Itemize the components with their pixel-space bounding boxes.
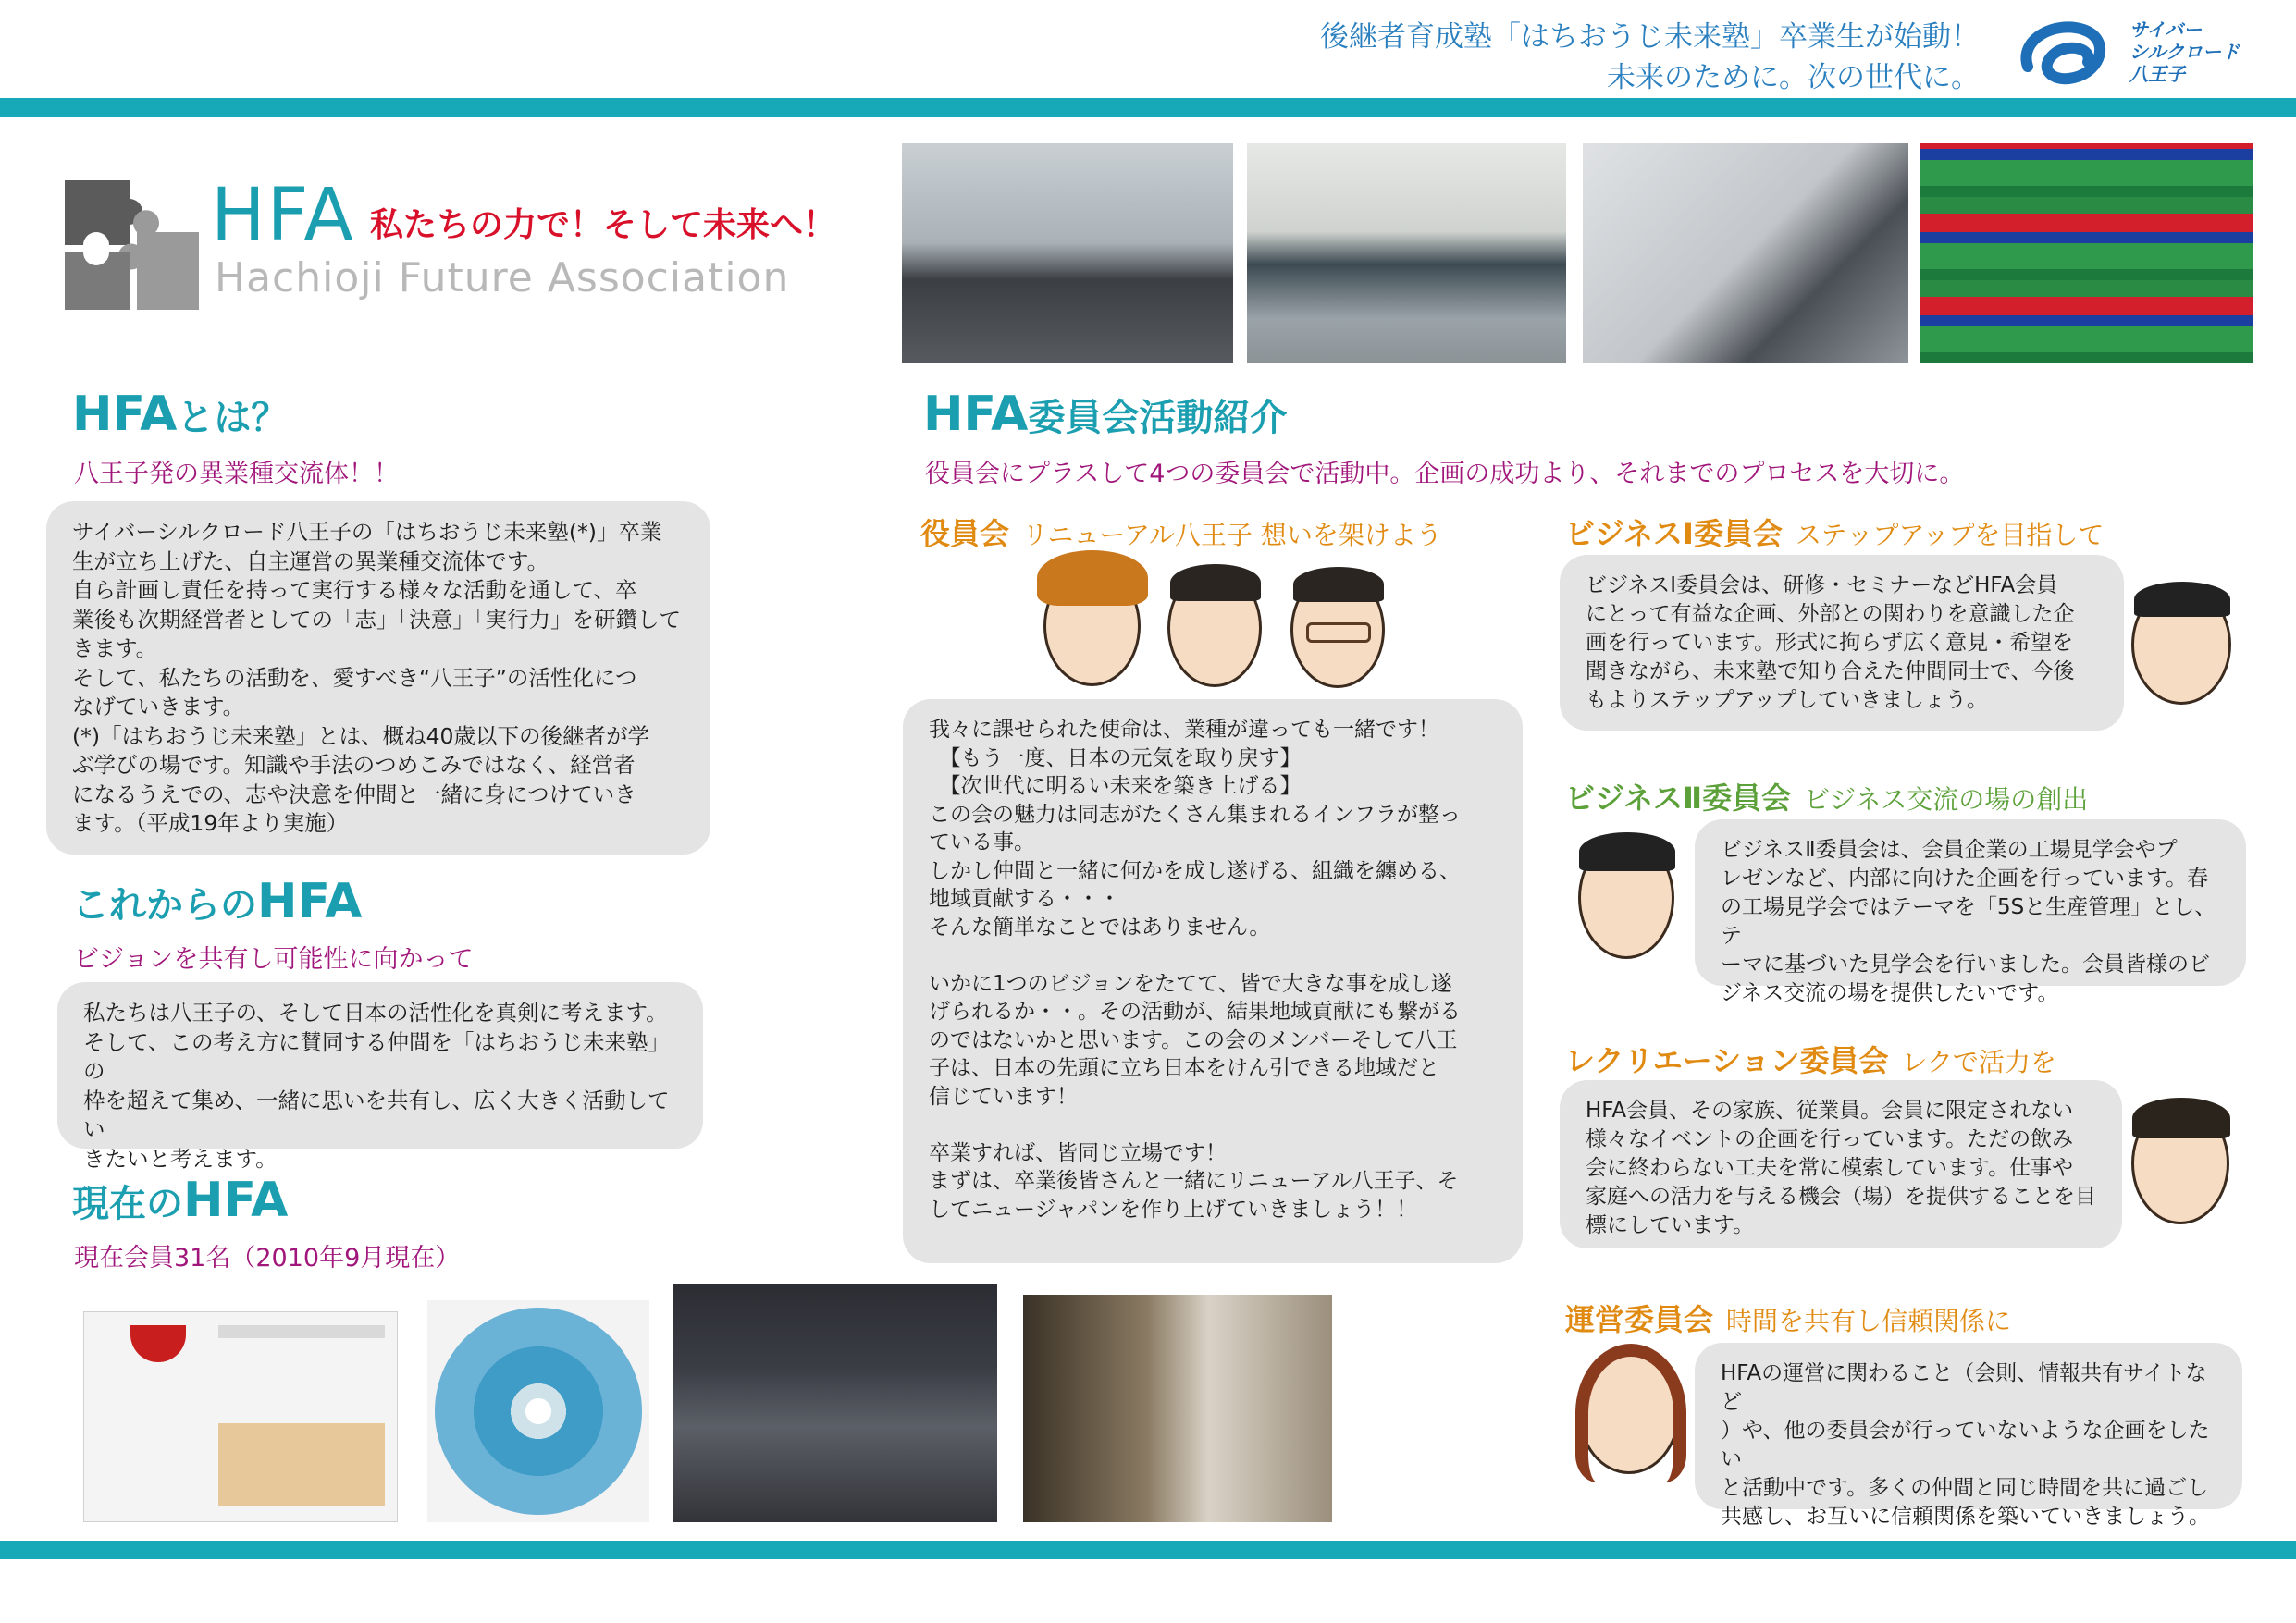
committees-heading-en: HFA — [923, 387, 1029, 442]
avatar-board-member-1 — [1043, 566, 1141, 686]
operations-bubble: HFAの運営に関わること（会則、情報共有サイトなど ）や、他の委員会が行っていないような企画をしたい と活動中です。多くの仲間と同じ時間を共に過ごし 共感し、お互いに信頼関係を築いていきましょう。 — [1695, 1343, 2242, 1509]
photo-bowling-group — [673, 1284, 997, 1522]
brand-text-3: 八王子 — [2129, 63, 2185, 85]
photo-meeting — [1247, 143, 1566, 363]
future-heading — [72, 874, 362, 929]
avatar-board-member-3 — [1290, 572, 1385, 688]
photo-group-factory — [902, 143, 1233, 363]
photo-parts-shelf — [1920, 143, 2253, 363]
about-heading-en: HFA — [72, 387, 178, 442]
photo-cd-disc — [427, 1300, 649, 1522]
future-subtitle: ビジョンを共有し可能性に向かって — [74, 945, 474, 974]
website-header-bar — [218, 1325, 385, 1338]
business2-heading — [1565, 775, 2088, 818]
logo-slogan: 私たちの力で！そして未来へ！ — [370, 206, 837, 244]
website-food-photo — [218, 1423, 385, 1506]
future-bubble: 私たちは八王子の、そして日本の活性化を真剣に考えます。 そして、この考え方に賛同する仲間を「はちおうじ未来塾」の 枠を超えて集め、一緒に思いを共有し、広く大きく活動してい きたいと考えます。 — [57, 982, 703, 1149]
brand-text-2: シルクロード — [2129, 41, 2240, 63]
business2-name: ビジネスⅡ委員会 — [1565, 781, 1792, 816]
header-tagline — [1320, 17, 1980, 98]
avatar-business2 — [1578, 837, 1674, 959]
puzzle-logo-icon — [65, 180, 204, 314]
current-heading-jp: 現在の — [72, 1183, 183, 1225]
avatar-board-member-2 — [1167, 569, 1262, 687]
hair-graphic — [2132, 1098, 2230, 1138]
recreation-bubble: HFA会員、その家族、従業員。会員に限定されない 様々なイベントの企画を行っています。ただの飲み 会に終わらない工夫を常に模索しています。仕事や 家庭への活力を与える機会（場）を提供することを目 標にしています。 — [1560, 1080, 2122, 1248]
business1-tagline: ステップアップを目指して — [1795, 520, 2105, 550]
future-heading-en: HFA — [257, 874, 363, 929]
bowl-graphic — [130, 1325, 186, 1362]
avatar-business1 — [2131, 584, 2231, 705]
future-heading-jp: これからの — [72, 884, 257, 927]
avatar-operations — [1578, 1350, 1680, 1474]
top-divider-bar — [0, 98, 2296, 117]
hair-graphic — [1037, 550, 1148, 606]
brand-text-1: サイバー — [2129, 18, 2203, 41]
logo-abbreviation: HFA — [211, 174, 355, 257]
photo-factory-tour — [1583, 143, 1908, 363]
business2-tagline: ビジネス交流の場の創出 — [1804, 784, 2089, 815]
recreation-name: レクリエーション委員会 — [1565, 1043, 1889, 1078]
business1-heading — [1565, 510, 2104, 553]
board-name: 役員会 — [920, 516, 1010, 551]
committees-heading — [923, 387, 1287, 442]
hair-graphic — [1575, 1344, 1686, 1482]
about-heading-jp: とは？ — [177, 397, 289, 439]
board-tagline: リニューアル八王子 想いを架けよう — [1022, 520, 1442, 550]
current-heading — [72, 1173, 288, 1228]
board-bubble: 我々に課せられた使命は、業種が違っても一緒です！ 【もう一度、日本の元気を取り戻す】 【次世代に明るい未来を築き上げる】 この会の魅力は同志がたくさん集まれるインフラが整っ ている事。 しかし仲間と一緒に何かを成し遂げる、組織を纏める、 地域貢献する・・・ そんな簡単なことではありません。 いかに1つのビジョンをたてて、皆で大きな事を成し遂 げられるか・・。その活動が、結果地域貢献にも繋がる のではないかと思います。この会のメンバーそして八王 子は、日本の先頭に立ち日本をけん引できる地域だと 信じています！ 卒業すれば、皆同じ立場です！ まずは、卒業後皆さんと一緒にリニューアル八王子、そ してニュージャパンを作り上げていきましょう！！ — [903, 699, 1523, 1263]
tagline-line-2: 未来のために。次の世代に。 — [1607, 61, 1980, 94]
operations-heading — [1565, 1297, 2011, 1339]
board-heading — [920, 510, 1442, 553]
brand-swoosh-icon — [2009, 11, 2129, 94]
operations-name: 運営委員会 — [1565, 1302, 1714, 1337]
glasses-icon — [1306, 622, 1371, 643]
about-heading — [72, 387, 288, 442]
current-subtitle: 現在会員31名（2010年9月現在） — [74, 1244, 461, 1273]
avatar-recreation — [2131, 1102, 2229, 1224]
about-subtitle: 八王子発の異業種交流体！！ — [74, 460, 399, 488]
cd-disc-graphic — [435, 1308, 642, 1515]
about-bubble: サイバーシルクロード八王子の「はちおうじ未来塾(*)」卒業 生が立ち上げた、自主運営の異業種交流体です。 自ら計画し責任を持って実行する様々な活動を通して、卒 業後も次期経営者としての「志」「決意」「実行力」を研鑽して きます。 そして、私たちの活動を、愛すべき“八王子”の活性化につ なげていきます。 (*)「はちおうじ未来塾」とは、概ね40歳以下の後継者が学 ぶ学びの場です。知識や手法のつめこみではなく、経営者 になるうえでの、志や決意を仲間と一緒に身につけていき ます。（平成19年より実施） — [46, 501, 710, 855]
recreation-heading — [1565, 1038, 2056, 1080]
recreation-tagline: レクで活力を — [1901, 1047, 2056, 1077]
hair-graphic — [1170, 564, 1261, 601]
hair-graphic — [2134, 582, 2230, 617]
brand-logo — [2009, 11, 2259, 94]
business2-bubble: ビジネスⅡ委員会は、会員企業の工場見学会やプ レゼンなど、内部に向けた企画を行っています。春 の工場見学会ではテーマを「5Sと生産管理」とし、テ ーマに基づいた見学会を行いました。会員皆様のビ ジネス交流の場を提供したいです。 — [1695, 819, 2246, 986]
committees-subtitle: 役員会にプラスして4つの委員会で活動中。企画の成功より、それまでのプロセスを大切に。 — [925, 460, 1965, 488]
photo-website-screenshot — [83, 1311, 398, 1522]
hair-graphic — [1293, 567, 1384, 602]
logo-fullname: Hachioji Future Association — [215, 254, 790, 301]
current-heading-en: HFA — [183, 1173, 289, 1228]
hair-graphic — [1579, 832, 1675, 871]
business1-bubble: ビジネスⅠ委員会は、研修・セミナーなどHFA会員 にとって有益な企画、外部との関わりを意識した企 画を行っています。形式に拘らず広く意見・希望を 聞きながら、未来塾で知り合えた仲間同士で、今後 もよりステップアップしていきましょう。 — [1560, 555, 2124, 731]
photo-workshop — [1023, 1295, 1332, 1522]
operations-tagline: 時間を共有し信頼関係に — [1726, 1306, 2012, 1336]
business1-name: ビジネスⅠ委員会 — [1565, 516, 1783, 551]
tagline-line-1: 後継者育成塾「はちおうじ未来塾」卒業生が始動！ — [1320, 20, 1980, 54]
bottom-divider-bar — [0, 1541, 2296, 1559]
committees-heading-jp: 委員会活動紹介 — [1028, 397, 1288, 439]
